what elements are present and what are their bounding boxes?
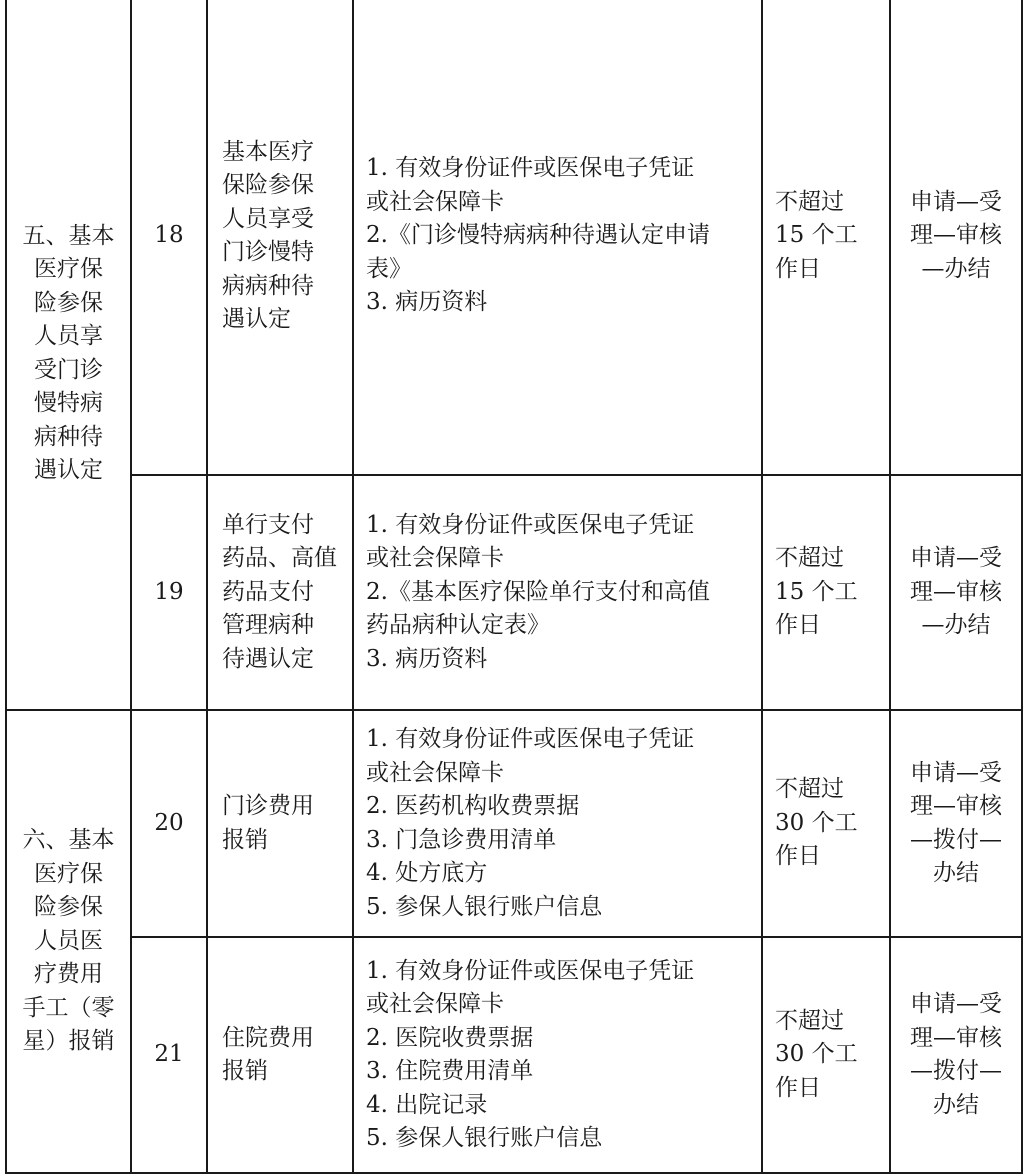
item-time-limit: 不超过 15 个工 作日 (762, 0, 890, 475)
item-process: 申请—受 理—审核 —办结 (890, 475, 1022, 710)
item-time-limit: 不超过 15 个工 作日 (762, 475, 890, 710)
item-name: 单行支付 药品、高值 药品支付 管理病种 待遇认定 (207, 475, 353, 710)
item-materials: 1. 有效身份证件或医保电子凭证 或社会保障卡 2.《基本医疗保险单行支付和高值 药品病种认定表》 3. 病历资料 (353, 475, 762, 710)
table-row (6, 710, 1022, 937)
category-cell: 五、基本 医疗保 险参保 人员享 受门诊 慢特病 病种待 遇认定 (6, 0, 131, 710)
item-number: 18 (131, 0, 207, 475)
item-process: 申请—受 理—审核 —拨付— 办结 (890, 937, 1022, 1173)
item-process: 申请—受 理—审核 —办结 (890, 0, 1022, 475)
item-number: 19 (131, 475, 207, 710)
item-materials: 1. 有效身份证件或医保电子凭证 或社会保障卡 2. 医药机构收费票据 3. 门急诊费用清单 4. 处方底方 5. 参保人银行账户信息 (353, 710, 762, 937)
table-row (6, 475, 1022, 710)
item-name: 基本医疗 保险参保 人员享受 门诊慢特 病病种待 遇认定 (207, 0, 353, 475)
item-number: 20 (131, 710, 207, 937)
table-row (6, 937, 1022, 1173)
item-time-limit: 不超过 30 个工 作日 (762, 710, 890, 937)
item-name: 住院费用 报销 (207, 937, 353, 1173)
item-materials: 1. 有效身份证件或医保电子凭证 或社会保障卡 2.《门诊慢特病病种待遇认定申请 表》 3. 病历资料 (353, 0, 762, 475)
item-time-limit: 不超过 30 个工 作日 (762, 937, 890, 1173)
item-process: 申请—受 理—审核 —拨付— 办结 (890, 710, 1022, 937)
service-table (5, 0, 1023, 1174)
category-cell: 六、基本 医疗保 险参保 人员医 疗费用 手工（零 星）报销 (6, 710, 131, 1173)
table-row (6, 0, 1022, 475)
item-number: 21 (131, 937, 207, 1173)
item-name: 门诊费用 报销 (207, 710, 353, 937)
item-materials: 1. 有效身份证件或医保电子凭证 或社会保障卡 2. 医院收费票据 3. 住院费用清单 4. 出院记录 5. 参保人银行账户信息 (353, 937, 762, 1173)
